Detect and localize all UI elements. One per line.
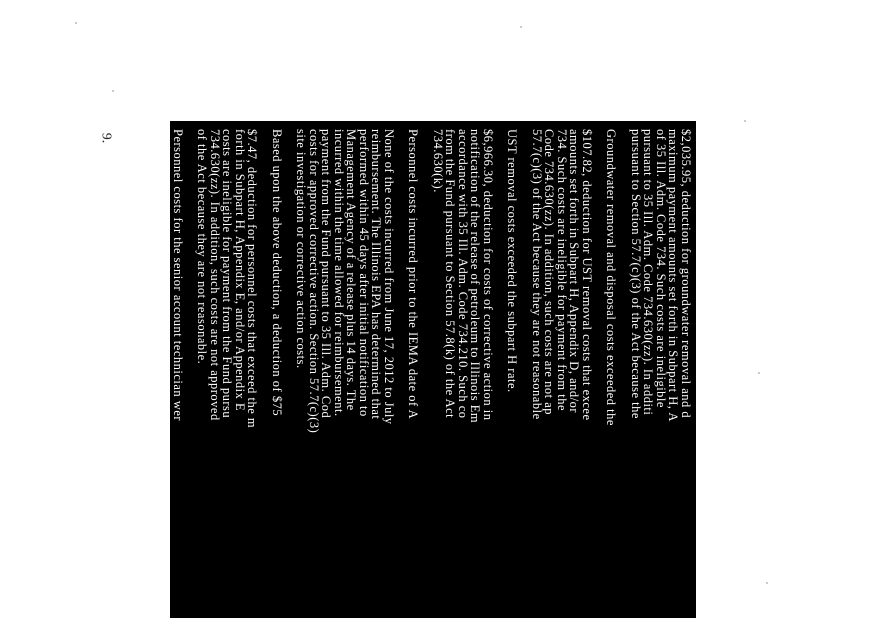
paragraph: [630, 129, 693, 618]
text-line: costs for approved corrective action. Section 57.7(c)(3): [307, 129, 321, 434]
paragraph: [432, 129, 495, 618]
text-line: 57.7(c)(3) of the Act because they are not reasonable: [530, 129, 544, 420]
text-line: Groundwater removal and disposal costs exceeded the: [604, 129, 619, 426]
text-line: $6,966.30, deduction for costs of corrective action in: [481, 129, 495, 421]
scan-speck: [744, 120, 746, 122]
paragraph: [407, 129, 420, 618]
paragraph: [531, 129, 594, 618]
text-line: costs are ineligible for payment from the Fund pursu: [220, 129, 235, 419]
text-line: of the Act because they are not reasonable.: [195, 129, 210, 365]
paragraph: [196, 129, 259, 618]
scan-speck: [758, 372, 760, 374]
text-line: 734.630(k).: [431, 129, 445, 193]
text-line: UST removal costs exceeded the subpart H rate.: [505, 129, 520, 393]
page-number: 9.: [98, 132, 114, 144]
text-line: site investigation or corrective action costs.: [294, 129, 309, 369]
scan-speck: [112, 90, 114, 92]
paragraph: [506, 129, 519, 618]
scan-speck: [75, 22, 77, 24]
text-line: service, or equipment charged as direct costs. Such c: [121, 129, 136, 420]
text-line: Personnel costs incurred prior to the IEMA date of A: [406, 129, 421, 420]
text-line: from the Fund pursuant to Section 57.8(k) of the Act: [443, 129, 458, 419]
text-line: pursuant to Section 57.7(c)(3) of the Act because the: [629, 129, 643, 419]
text-line: pursuant to 35 Ill. Adm. Code 734.630(zz). In additi: [641, 129, 656, 416]
text-line: forth in Subpart H, Appendix E, and/or Appendix E: [233, 129, 247, 412]
text-line: 734. Such costs are ineligible for payment from the: [555, 129, 569, 412]
inverted-text-panel: [121, 121, 871, 618]
paragraph: [605, 129, 618, 618]
paragraph: [159, 129, 184, 618]
document-body: [122, 121, 696, 618]
paragraph: [122, 129, 147, 618]
text-line: amounts set forth in Subpart H, Appendix D, and/or: [567, 129, 582, 413]
text-line: payment from the Fund pursuant to 35 Ill. Adm. Cod: [319, 129, 334, 419]
text-line: Management Agency of a release plus 14 days. The: [344, 129, 359, 411]
paragraph: [271, 129, 284, 618]
text-line: performed within 45 days after initial notification to: [357, 129, 371, 417]
scan-speck: [766, 582, 768, 584]
text-line: Based upon the above deduction, a deduction of $75: [270, 129, 284, 417]
text-line: Code 734.630(zz). In addition, such costs are not ap: [542, 129, 557, 416]
text-line: $7.47, deduction for personnel costs that exceed the m: [245, 129, 260, 429]
text-line: 734.630(zz). In addition, such costs are not approved: [208, 129, 222, 421]
rotated-text-frame: [121, 121, 696, 618]
scan-speck: [520, 26, 522, 28]
text-line: $107.82, deduction for UST removal costs that excee: [580, 129, 594, 421]
text-line: Personnel costs for the senior account technician wer: [171, 129, 185, 422]
paragraph: [295, 129, 395, 618]
text-line: notification of the release of petroleum to Illinois Em: [468, 129, 483, 424]
text-line: incurred within the time allowed for reimbursement.: [332, 129, 346, 417]
text-line: accordance with 35 Ill. Adm. Code 734.210. Such co: [456, 129, 470, 419]
section-number: 4.: [855, 262, 871, 272]
text-line: maximum payment amounts set forth in Subpart H, A: [666, 129, 681, 422]
text-line: of $63.02 per hour from $68.00 per hour.: [158, 129, 173, 355]
text-line: reimbursement. The Illinois EPA has determined that: [369, 129, 384, 420]
text-line: None of the costs incurred from June 17, 2012 to July: [382, 129, 396, 425]
text-line: $187.00, deduction for indirect corrective action cost: [134, 129, 148, 422]
text-line: $2,035.95, deduction for groundwater removal and d: [679, 129, 693, 419]
text-line: of 35 Ill. Adm. Code 734. Such costs are ineligible: [654, 129, 668, 408]
